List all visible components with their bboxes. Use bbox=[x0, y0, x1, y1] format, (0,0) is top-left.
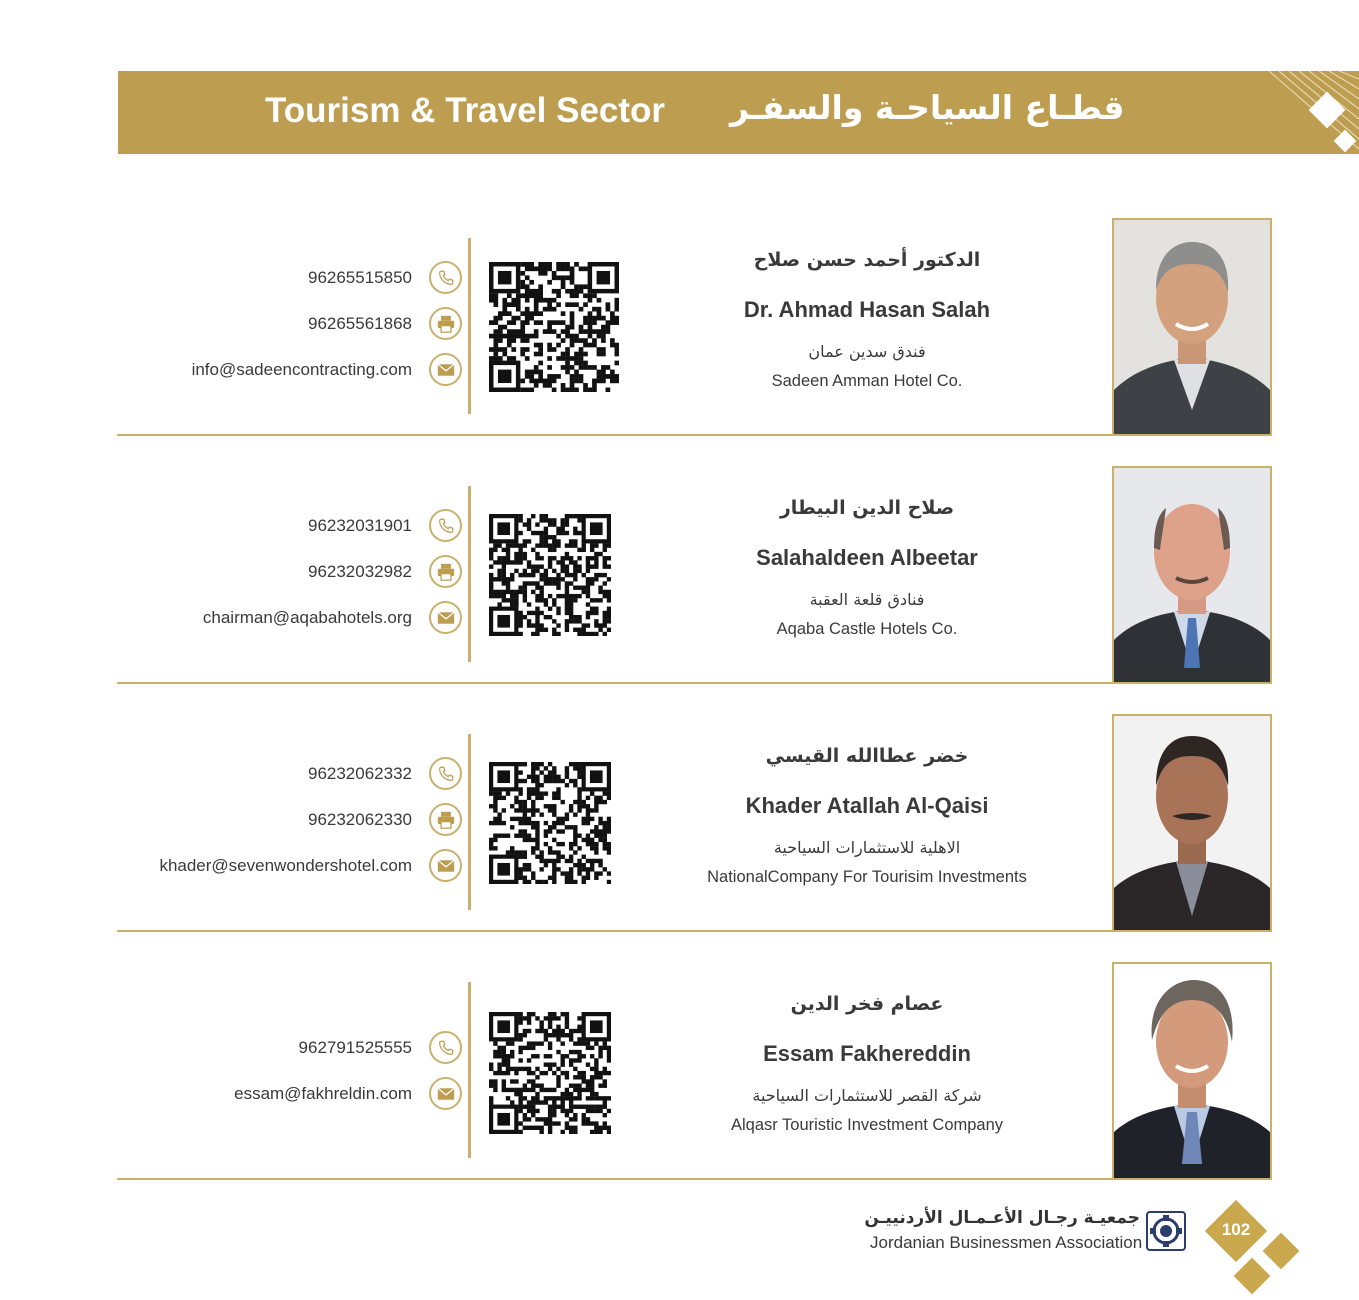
contact-list bbox=[117, 752, 462, 890]
member-photo bbox=[1112, 714, 1272, 932]
phone-icon bbox=[429, 261, 462, 294]
company-name-en: Aqaba Castle Hotels Co. bbox=[776, 620, 958, 638]
fax-icon bbox=[429, 803, 462, 836]
member-name-en: Essam Fakhereddin bbox=[763, 1041, 971, 1066]
member-entry bbox=[117, 714, 1272, 932]
contact-list bbox=[117, 504, 462, 642]
entry-separator bbox=[117, 1178, 1112, 1180]
envelope-icon bbox=[429, 849, 462, 882]
fax-number: 96265561868 bbox=[307, 314, 412, 333]
qr-code[interactable] bbox=[489, 762, 611, 884]
page-number-badge bbox=[1205, 1200, 1267, 1262]
contact-list bbox=[117, 256, 462, 394]
member-name-ar: عصام فخر الدين bbox=[790, 993, 944, 1015]
member-name-en: Dr. Ahmad Hasan Salah bbox=[743, 297, 991, 322]
member-name-ar: الدكتور أحمد حسن صلاح bbox=[753, 249, 981, 271]
email-row bbox=[117, 348, 462, 394]
fax-row bbox=[117, 798, 462, 844]
member-name-ar: خضر عطاالله القيسي bbox=[765, 745, 969, 767]
email-row bbox=[117, 596, 462, 642]
phone-number[interactable]: 96232062332 bbox=[307, 764, 412, 783]
company-name-ar: شركة القصر للاستثمارات السياحية bbox=[752, 1086, 982, 1105]
company-name-ar: فنادق قلعة العقبة bbox=[809, 590, 925, 609]
member-info bbox=[677, 989, 1057, 1137]
section-header bbox=[118, 71, 1359, 154]
member-info bbox=[677, 741, 1057, 889]
diamond-decoration-icon bbox=[1209, 71, 1359, 154]
qr-code[interactable] bbox=[489, 262, 619, 392]
section-title-en: Tourism & Travel Sector bbox=[265, 91, 666, 130]
company-name-ar: فندق سدين عمان bbox=[808, 342, 926, 361]
member-entry bbox=[117, 962, 1272, 1180]
company-name-en: NationalCompany For Tourisim Investments bbox=[707, 868, 1027, 886]
phone-number[interactable]: 96232031901 bbox=[307, 516, 412, 535]
phone-row bbox=[117, 504, 462, 550]
phone-number[interactable]: 962791525555 bbox=[298, 1038, 412, 1057]
fax-icon bbox=[429, 307, 462, 340]
member-info bbox=[677, 245, 1057, 393]
divider-line bbox=[468, 982, 471, 1158]
phone-icon bbox=[429, 509, 462, 542]
contact-list bbox=[117, 1026, 462, 1118]
footer-org-name-ar: جمعيـة رجـال الأعـمـال الأردنييـن bbox=[864, 1208, 1140, 1228]
fax-icon bbox=[429, 555, 462, 588]
email-row bbox=[117, 844, 462, 890]
qr-code[interactable] bbox=[489, 1012, 611, 1134]
email-row bbox=[117, 1072, 462, 1118]
email-address[interactable]: essam@fakhreldin.com bbox=[234, 1084, 412, 1103]
phone-number[interactable]: 96265515850 bbox=[307, 268, 412, 287]
entry-separator bbox=[117, 434, 1112, 436]
member-photo bbox=[1112, 466, 1272, 684]
member-name-en: Salahaldeen Albeetar bbox=[756, 545, 978, 570]
member-info bbox=[677, 493, 1057, 641]
divider-line bbox=[468, 238, 471, 414]
fax-number: 96232032982 bbox=[307, 562, 412, 581]
envelope-icon bbox=[429, 601, 462, 634]
company-name-en: Alqasr Touristic Investment Company bbox=[730, 1116, 1004, 1134]
divider-line bbox=[468, 734, 471, 910]
fax-row bbox=[117, 302, 462, 348]
company-name-ar: الاهلية للاستثمارات السياحية bbox=[773, 838, 961, 857]
page-number: 102 bbox=[1221, 1220, 1251, 1239]
phone-icon bbox=[429, 757, 462, 790]
qr-code[interactable] bbox=[489, 514, 611, 636]
company-name-en: Sadeen Amman Hotel Co. bbox=[771, 372, 963, 390]
divider-line bbox=[468, 486, 471, 662]
email-address[interactable]: khader@sevenwondershotel.com bbox=[159, 856, 412, 875]
phone-icon bbox=[429, 1031, 462, 1064]
association-logo-icon bbox=[1146, 1211, 1186, 1251]
member-entry bbox=[117, 218, 1272, 436]
email-address[interactable]: chairman@aqabahotels.org bbox=[202, 608, 412, 627]
entry-separator bbox=[117, 930, 1112, 932]
member-entry bbox=[117, 466, 1272, 684]
envelope-icon bbox=[429, 353, 462, 386]
member-name-en: Khader Atallah Al-Qaisi bbox=[745, 793, 989, 818]
envelope-icon bbox=[429, 1077, 462, 1110]
phone-row bbox=[117, 1026, 462, 1072]
footer-org-name-en: Jordanian Businessmen Association bbox=[870, 1233, 1143, 1252]
phone-row bbox=[117, 752, 462, 798]
entry-separator bbox=[117, 682, 1112, 684]
member-name-ar: صلاح الدين البيطار bbox=[779, 497, 955, 519]
email-address[interactable]: info@sadeencontracting.com bbox=[191, 360, 412, 379]
fax-row bbox=[117, 550, 462, 596]
section-title-ar: قطـاع السياحـة والسفـر bbox=[730, 88, 1125, 127]
member-photo bbox=[1112, 962, 1272, 1180]
fax-number: 96232062330 bbox=[307, 810, 412, 829]
member-photo bbox=[1112, 218, 1272, 436]
phone-row bbox=[117, 256, 462, 302]
